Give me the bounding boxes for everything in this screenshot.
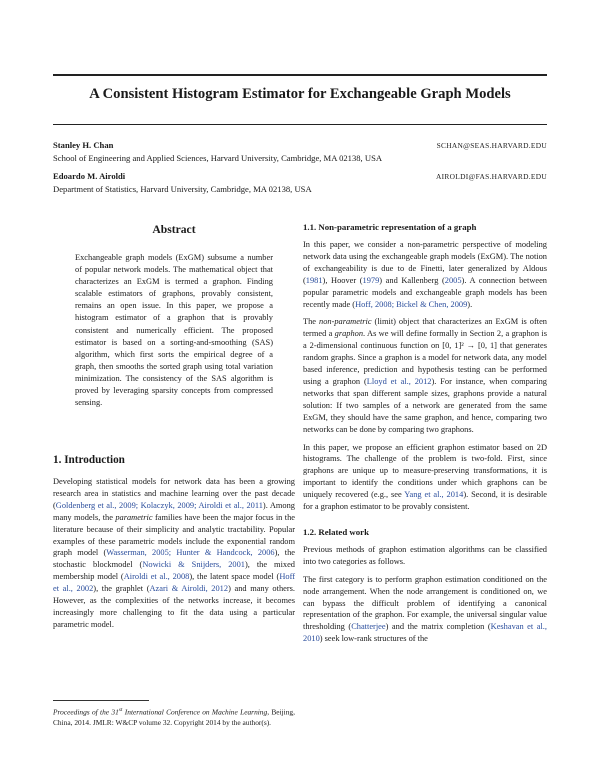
footnote: Proceedings of the 31st International Conference on Machine Learning, Beijing, China, 2014. JMLR: W&CP volume 32. Copyright 2014 by the author(s). <box>53 707 295 727</box>
abstract-heading-wrap <box>53 223 295 236</box>
citation-link[interactable]: Azari & Airoldi, 2012 <box>149 584 229 594</box>
section-1-1 <box>303 222 547 645</box>
citation-link[interactable]: Wasserman, 2005; Hunter & Handcock, 2006 <box>106 548 275 558</box>
abstract-heading: Abstract <box>152 223 196 236</box>
citation-link[interactable]: Lloyd et al., 2012 <box>366 376 432 386</box>
citation-link[interactable]: Goldenberg et al., 2009; Kolaczyk, 2009; Airoldi et al., 2011 <box>55 500 263 510</box>
title-bottom-rule <box>53 124 547 125</box>
section-1-2-paragraph-2: The first category is to perform graphon estimation conditioned on the node arrangement. When the node arrangement is conditioned on, we can bypass the difficult problem of identifying a canonical representation of the graphon. For example, the universal singular value thresholding (Chatterjee) and the matrix completion (Keshavan et al., 2010) seek low-rank structures of the <box>303 574 547 644</box>
section-1-1-paragraph-1: In this paper, we consider a non-parametric perspective of modeling network data using the exchangeable graph models (ExGM). The notion of exchangeability is due to de Finetti, later generalized by Aldous (1981), Hoover (1979) and Kallenberg (2005). A connection between popular parametric models and exchangeable graph models has been recently made (Hoff, 2008; Bickel & Chen, 2009). <box>303 240 547 309</box>
intro-section <box>53 454 295 631</box>
intro-heading: 1. Introduction <box>53 454 125 466</box>
author-email: AIROLDI@FAS.HARVARD.EDU <box>436 172 547 181</box>
citation-link[interactable]: Yang et al., 2014 <box>404 490 464 500</box>
author-affiliation: Department of Statistics, Harvard University, Cambridge, MA 02138, USA <box>53 184 312 194</box>
footnote-rule <box>53 700 149 701</box>
subsection-heading: 1.1. Non-parametric representation of a graph <box>303 222 477 232</box>
author-affiliation: School of Engineering and Applied Sciences, Harvard University, Cambridge, MA 02138, USA <box>53 153 383 163</box>
author-name: Edoardo M. Airoldi <box>53 171 126 181</box>
subsection-heading: 1.2. Related work <box>303 526 369 537</box>
citation-link[interactable]: Chatterjee <box>351 622 386 632</box>
title-top-rule <box>53 74 547 76</box>
author-name: Stanley H. Chan <box>53 140 114 150</box>
section-1-1-paragraph-3: In this paper, we propose an efficient graphon estimator based on 2D histograms. The challenge of the problem is two-fold. First, since graphons are unique up to measure-preserving transformations, it is important to identify the conditions under which graphons can be uniquely recovered (e.g., see Yang et al., 2014). Second, it is desirable for a graphon estimator to be provably consistent. <box>303 442 548 512</box>
citation-link[interactable]: 2005 <box>444 275 462 285</box>
citation-link[interactable]: Hoff, 2008; Bickel & Chen, 2009 <box>355 299 468 309</box>
abstract-text: Exchangeable graph models (ExGM) subsume a number of popular network models. The mathematical object that characterizes an ExGM is termed a graphon. Finding scalable estimators of graphons, provably consistent, remains an open issue. In this paper, we propose a histogram estimator of a graphon that is provably consistent and numerically efficient. The proposed estimator is based on a sorting-and-smoothing (SAS) algorithm, which first sorts the empirical degree of a graph, then smooths the sorted graph using total variation minimization. The consistency of the SAS algorithm is proved by leveraging sparsity concepts from compressed sensing. <box>75 253 273 408</box>
author-block-1 <box>53 140 547 163</box>
section-1-1-paragraph-2: The non-parametric (limit) object that characterizes an ExGM is often termed a graphon. As we will define formally in Section 2, a graphon is a 2-dimensional continuous function on [0, 1]² → [0, 1] that generates random graphs. Since a graphon is a model for network data, any model based inference, prediction and hypothesis testing can be performed using a graphon (Lloyd et al., 2012). For instance, when comparing networks that span different sample sizes, graphons provide a natural solution: If two samples of a network are generated from the same ExGM, they should have the same graphon, and hence, comparing two networks can be done by comparing two graphons. <box>303 317 547 434</box>
citation-link[interactable]: Nowicki & Snijders, 2001 <box>142 560 245 570</box>
citation-link[interactable]: Hoff et al., 2002 <box>53 572 296 594</box>
citation-link[interactable]: 1981 <box>305 275 323 285</box>
intro-paragraph: Developing statistical models for network data has been a growing research area in statistics and machine learning over the past decade (Goldenberg et al., 2009; Kolaczyk, 2009; Airoldi et al., 2011). Among many models, the parametric families have been the major focus in the literature because of their simplicity and analytic tractability. Popular examples of these parametric models include the exponential random graph model (Wasserman, 2005; Hunter & Handcock, 2006), the stochastic blockmodel (Nowicki & Snijders, 2001), the mixed membership model (Airoldi et al., 2008), the latent space model (Hoff et al., 2002), the graphlet (Azari & Airoldi, 2012) and many others. However, as the complexities of the networks increase, it becomes increasingly more challenging to fit the data using a particular parametric model. <box>53 477 296 629</box>
citation-link[interactable]: Keshavan et al., 2010 <box>303 622 547 644</box>
paper-title: A Consistent Histogram Estimator for Exchangeable Graph Models <box>89 86 511 102</box>
author-email: SCHAN@SEAS.HARVARD.EDU <box>436 141 547 150</box>
citation-link[interactable]: Airoldi et al., 2008 <box>123 572 190 582</box>
section-1-2-paragraph-1: Previous methods of graphon estimation algorithms can be classified into two categories as follows. <box>303 544 547 566</box>
citation-link[interactable]: 1979 <box>362 275 380 285</box>
author-block-2 <box>53 171 547 194</box>
